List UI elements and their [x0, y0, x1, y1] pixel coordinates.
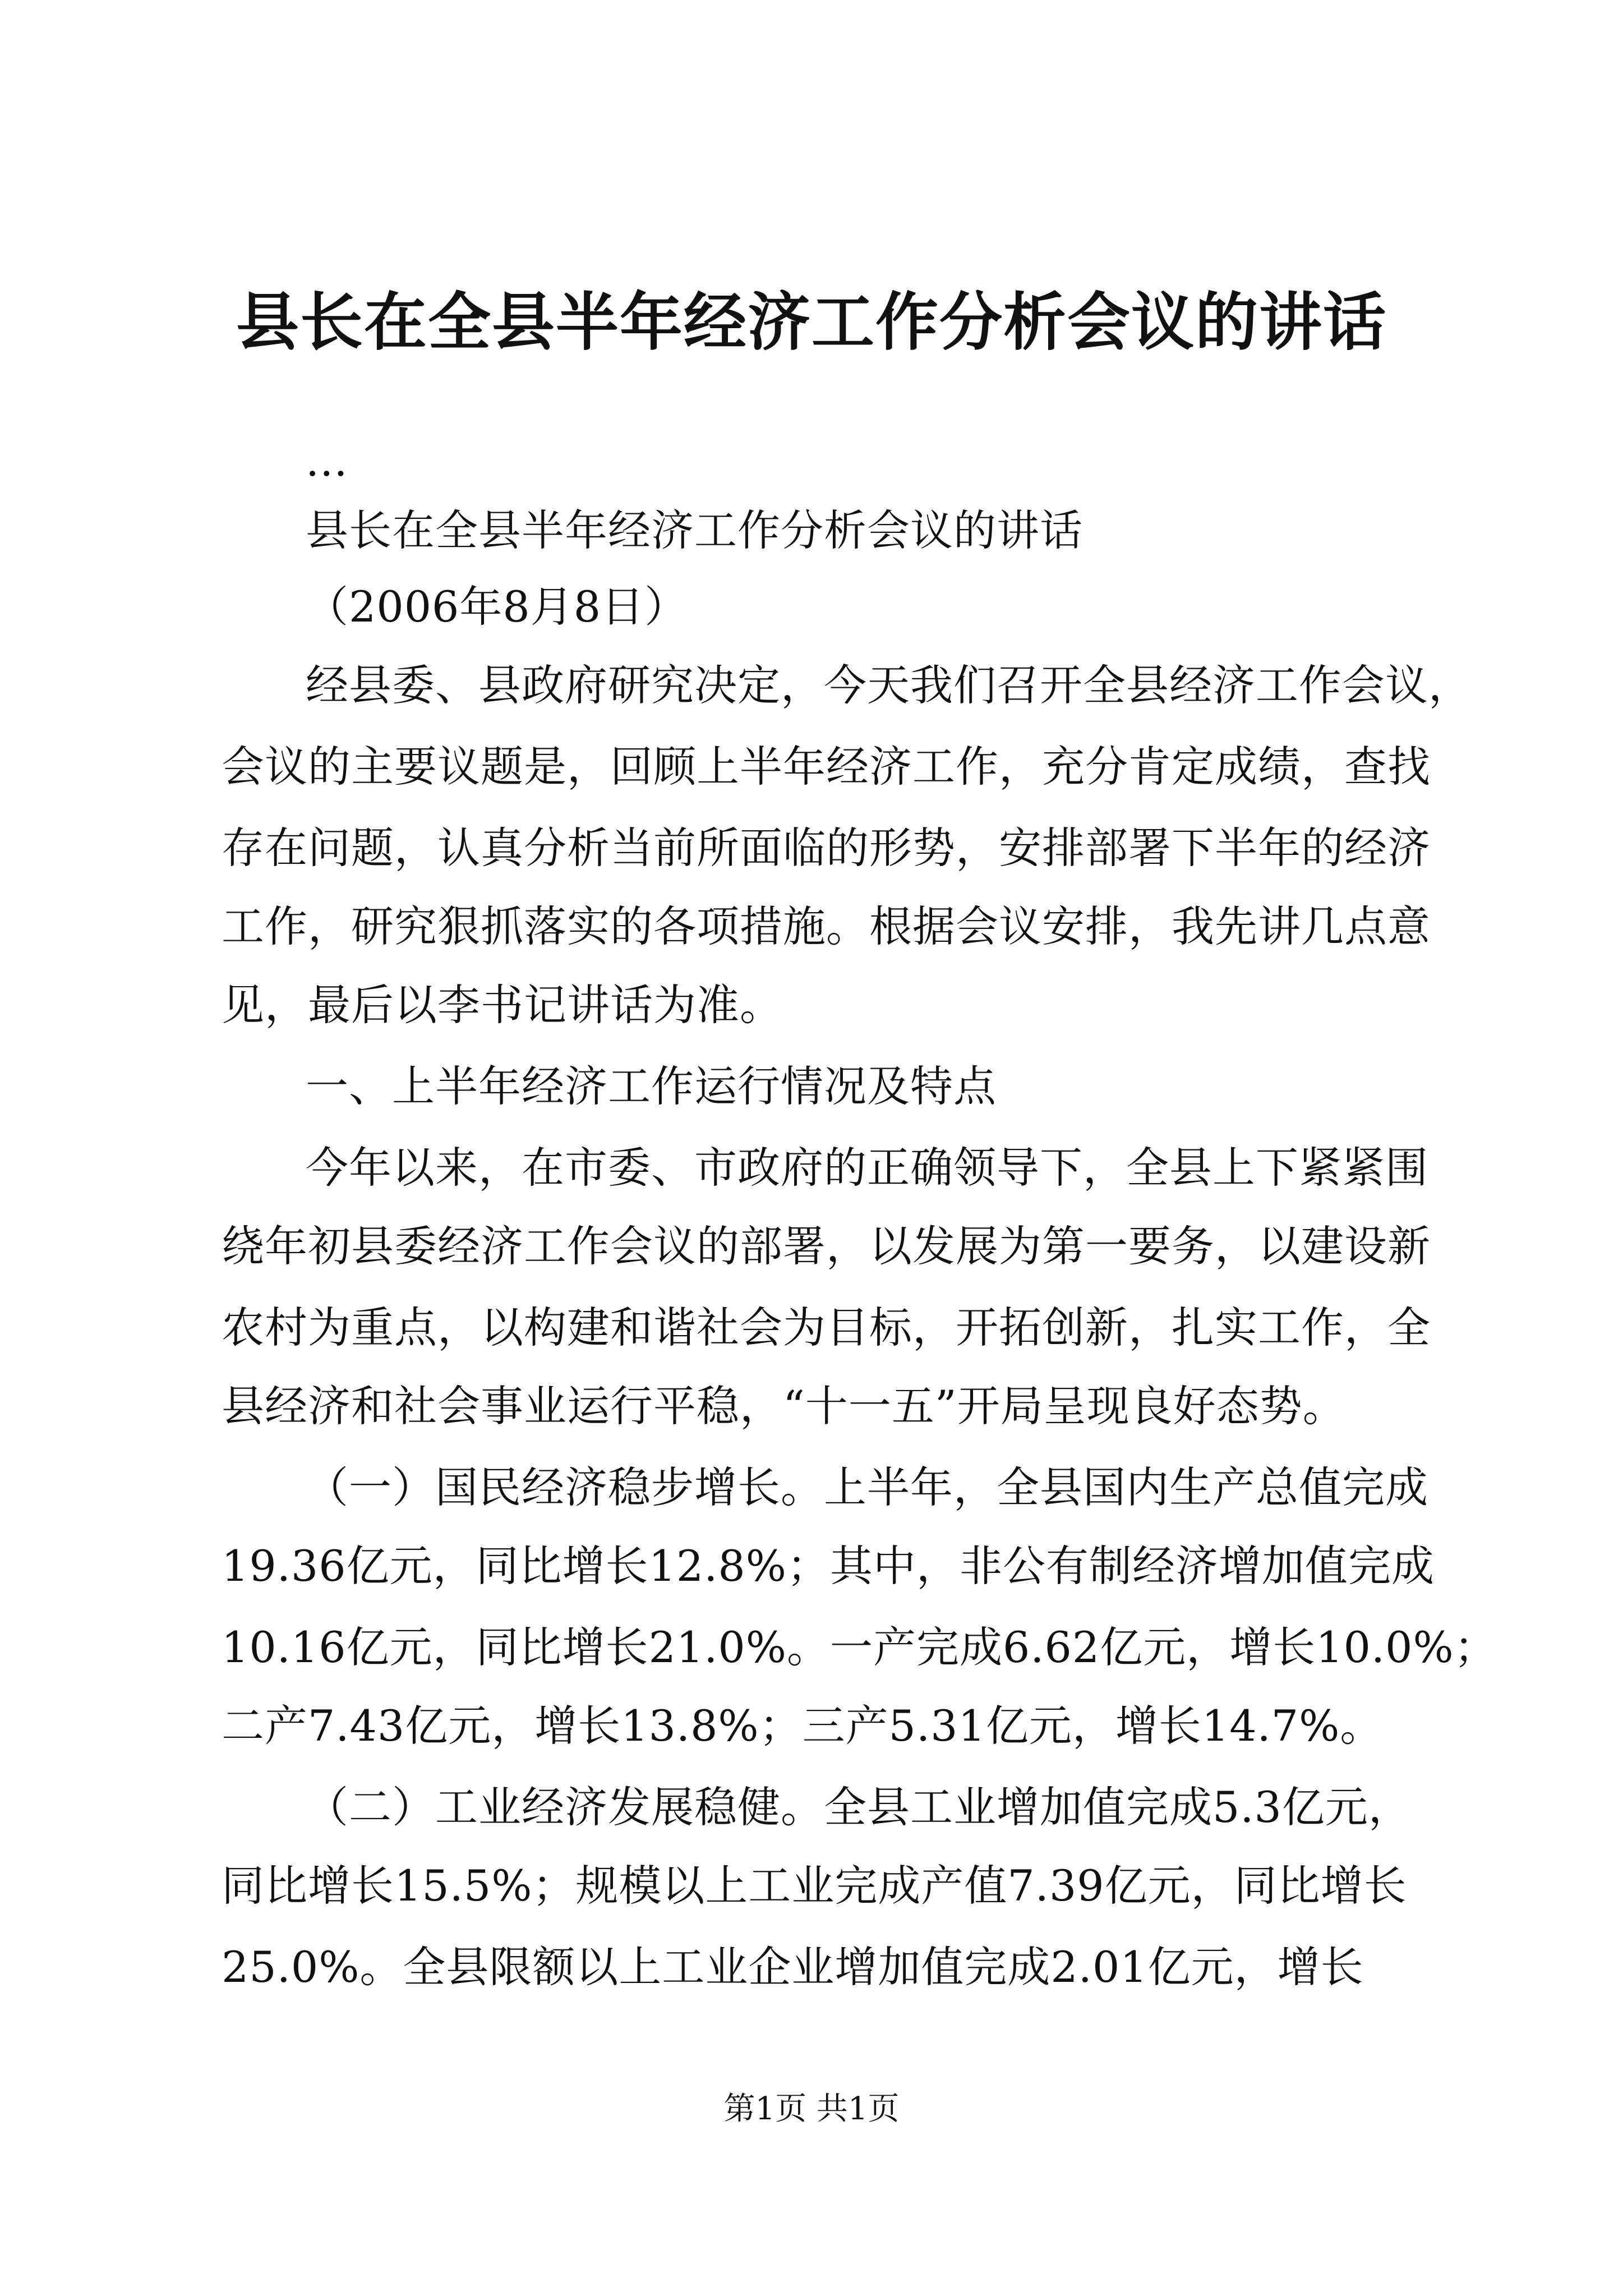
page-footer: 第1页 共1页 — [723, 2091, 900, 2127]
date-line: （2006年8月8日） — [306, 582, 688, 632]
subtitle-line: 县长在全县半年经济工作分析会议的讲话 — [306, 505, 1083, 555]
paragraph-line: 19.36亿元，同比增长12.8%；其中，非公有制经济增加值完成 — [222, 1541, 1435, 1591]
paragraph-line: 县经济和社会事业运行平稳，“十一五”开局呈现良好态势。 — [222, 1381, 1346, 1431]
paragraph-line: 绕年初县委经济工作会议的部署，以发展为第一要务，以建设新 — [222, 1221, 1431, 1271]
paragraph-line: 工作，研究狠抓落实的各项措施。根据会议安排，我先讲几点意 — [222, 901, 1431, 951]
paragraph-line: （二）工业经济发展稳健。全县工业增加值完成5.3亿元， — [306, 1782, 1412, 1832]
paragraph-line: 二产7.43亿元，增长13.8%；三产5.31亿元，增长14.7%。 — [222, 1701, 1384, 1751]
paragraph-line: （一）国民经济稳步增长。上半年，全县国内生产总值完成 — [306, 1462, 1428, 1512]
paragraph-line: 10.16亿元，同比增长21.0%。一产完成6.62亿元，增长10.0%； — [222, 1622, 1497, 1672]
paragraph-line: 今年以来，在市委、市政府的正确领导下，全县上下紧紧围 — [306, 1143, 1428, 1193]
ellipsis-line: ... — [306, 436, 348, 486]
document-title: 县长在全县半年经济工作分析会议的讲话 — [236, 286, 1387, 359]
paragraph-line: 存在问题，认真分析当前所面临的形势，安排部署下半年的经济 — [222, 823, 1431, 873]
paragraph-line: 会议的主要议题是，回顾上半年经济工作，充分肯定成绩，查找 — [222, 742, 1431, 792]
paragraph-line: 25.0%。全县限额以上工业企业增加值完成2.01亿元，增长 — [222, 1942, 1364, 1992]
paragraph-line: 同比增长15.5%；规模以上工业完成产值7.39亿元，同比增长 — [222, 1861, 1407, 1911]
section-heading: 一、上半年经济工作运行情况及特点 — [306, 1061, 997, 1111]
paragraph-line: 农村为重点，以构建和谐社会为目标，开拓创新，扎实工作，全 — [222, 1303, 1431, 1352]
paragraph-line: 见，最后以李书记讲话为准。 — [222, 980, 783, 1030]
paragraph-line: 经县委、县政府研究决定，今天我们召开全县经济工作会议， — [306, 660, 1472, 710]
